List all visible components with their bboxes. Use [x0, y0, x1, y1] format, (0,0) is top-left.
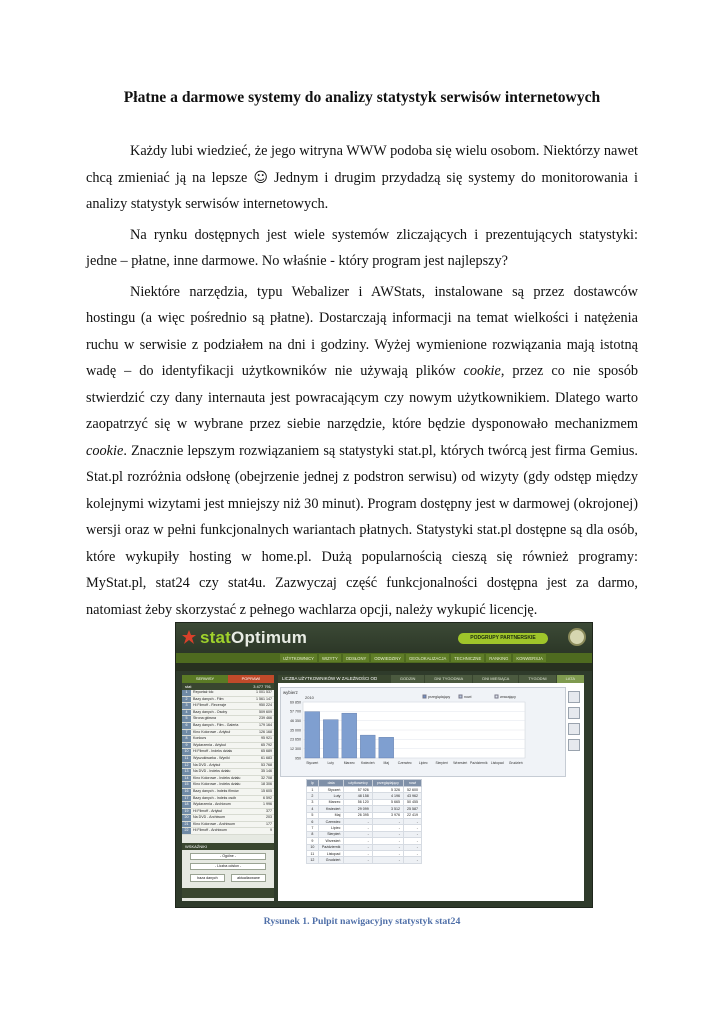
tab-period[interactable]: LATA: [557, 675, 584, 683]
list-item[interactable]: [182, 690, 274, 697]
table-cell: 22 419: [403, 812, 421, 818]
list-item-label: Wyszukiwarka - Wyniki: [193, 755, 230, 760]
list-item-label: Konkurs: [193, 736, 207, 741]
list-item-number: 5: [182, 716, 191, 722]
partner-groups-button[interactable]: PODGRUPY PARTNERSKIE: [458, 633, 548, 644]
list-item[interactable]: [182, 769, 274, 776]
left-panel-footer: [182, 888, 274, 898]
list-item-number: 12: [182, 763, 191, 769]
list-item[interactable]: [182, 828, 274, 835]
list-item-value: 95 921: [261, 736, 272, 741]
zoom-icon[interactable]: [568, 723, 580, 735]
list-item[interactable]: [182, 716, 274, 723]
list-item-value: 509 609: [259, 709, 272, 714]
statoptimum-logo: statOptimum: [200, 628, 308, 647]
list-item-number: 21: [182, 822, 191, 828]
list-item-number: 17: [182, 796, 191, 802]
table-header: przeglądający: [372, 780, 403, 787]
table-cell: Kwiecień: [318, 806, 344, 812]
table-cell: Lipiec: [318, 825, 344, 831]
chart-bar: [323, 720, 338, 758]
list-item-label: Kino Kolorowe - Indeks działu: [193, 775, 241, 780]
list-item-value: 377: [266, 808, 272, 813]
list-item-number: 19: [182, 809, 191, 815]
table-cell: 4: [307, 806, 319, 812]
list-item-number: 7: [182, 730, 191, 736]
figure-caption: Rysunek 1. Pulpit nawigacyjny statystyk stat24: [263, 916, 461, 927]
list-item-label: Hi Filmoff - Indeks działu: [193, 749, 233, 754]
table-row: [307, 857, 422, 863]
list-item[interactable]: [182, 796, 274, 803]
list-item-number: 15: [182, 782, 191, 788]
table-cell: 25 587: [403, 806, 421, 812]
table-cell: 5: [307, 812, 319, 818]
table-cell: 29 099: [344, 806, 372, 812]
chart-bar: [305, 712, 320, 758]
table-cell: 9: [307, 838, 319, 844]
chart-year-label: 2010: [305, 695, 314, 700]
table-cell: 6: [307, 818, 319, 824]
list-item-value: 61 683: [261, 755, 272, 760]
table-cell: Grudzień: [318, 857, 344, 863]
table-cell: -: [372, 850, 403, 856]
nav-item[interactable]: UŻYTKOWNICY: [280, 654, 317, 662]
main-panel-header: [278, 675, 584, 683]
left-panel-header: [182, 683, 274, 690]
x-tick-label: Luty: [327, 761, 334, 765]
table-cell: 5 665: [372, 799, 403, 805]
paragraph-3-text-c: . Znacznie lepszym rozwiązaniem są statystyki stat.pl, których twórcą jest firma Gemius. Stat.pl rozróżnia odsłonę (obejrzenie jednej z podstron serwisu) od wizyty (gdy odstęp między kolejnymi wizytami jest mniejszy niż 30 minut). Program dostępny jest w darmowej (okrojonej) wersji oraz w pełni funkcjonalnych wariantach płatnych. Statystyki stat.pl dostępne są dla osób, które wykupiły hosting w home.pl. Dużą popularnością cieszą się również programy: MyStat.pl, stat24 czy stat4u. Zazwyczaj część funkcjonalności dostępna jest za darmo, natomiast żeby skorzystać z pełnego wachlarza opcji, należy wykupić licencję.: [86, 442, 638, 618]
list-item-number: 18: [182, 802, 191, 808]
list-item-value: 65 792: [261, 742, 272, 747]
table-cell: -: [372, 857, 403, 863]
nav-item[interactable]: ODSŁONY: [343, 654, 369, 662]
x-tick-label: Listopad: [490, 761, 504, 765]
sub-navigation: [176, 663, 592, 671]
nav-item[interactable]: WIZYTY: [319, 654, 341, 662]
table-cell: -: [344, 850, 372, 856]
table-cell: Czerwiec: [318, 818, 344, 824]
legend-entry: nowi: [464, 695, 472, 699]
table-cell: Sierpień: [318, 831, 344, 837]
paragraph-1-text-a: Każdy lubi wiedzieć, że jego witryna WWW podoba się wielu osobom. Niektórzy nawet chcą zmieniać ją na lepsze: [86, 143, 638, 186]
main-panel: [278, 675, 584, 901]
table-cell: -: [344, 838, 372, 844]
database-button[interactable]: baza danych: [190, 874, 225, 882]
y-tick-label: 23 650: [290, 737, 301, 742]
data-table: [306, 779, 422, 864]
left-panel-header-label: stat: [185, 684, 192, 689]
list-item-number: 11: [182, 756, 191, 762]
table-cell: -: [344, 844, 372, 850]
list-item-value: 1 001 537: [256, 690, 272, 694]
paragraph-1: [86, 138, 638, 218]
list-item-label: Wydarzenia - Archiwum: [193, 802, 231, 807]
table-cell: -: [403, 844, 421, 850]
table-cell: -: [344, 825, 372, 831]
chart-bar: [360, 735, 375, 758]
paragraph-3-text-b: , przez co nie sposób stwierdzić czy dany internauta jest powracającym czy nowym użytkownikiem. Dlatego warto zaopatrzyć się w wybrane przez siebie narzędzie, które będzie dysponowało mechanizmem: [86, 363, 639, 433]
legend-entry: przeglądający: [428, 695, 451, 699]
y-tick-label: 35 000: [290, 728, 301, 733]
cookie-term: cookie: [86, 442, 124, 459]
list-item-label: Bazy danych - Film: [193, 696, 224, 701]
list-item-label: Hi Filmoff - Recenzje: [193, 703, 227, 708]
list-item-value: 53 768: [261, 762, 272, 767]
y-tick-label: 57 700: [290, 709, 301, 714]
list-item-number: 2: [182, 697, 191, 703]
table-cell: -: [372, 825, 403, 831]
list-item-value: 35 146: [261, 769, 272, 774]
left-panel: [182, 675, 274, 901]
table-cell: 3 512: [372, 806, 403, 812]
tab-period[interactable]: TYGODNI: [519, 675, 555, 683]
table-cell: -: [403, 831, 421, 837]
list-item-label: Wydarzenia - Artykuł: [193, 742, 226, 747]
list-item[interactable]: [182, 782, 274, 789]
y-tick-label: 69 850: [290, 700, 301, 705]
tab-serwisy[interactable]: SERWISY: [182, 675, 228, 683]
x-tick-label: Marzec: [343, 761, 355, 765]
table-cell: Listopad: [318, 850, 344, 856]
legend-swatch: [459, 695, 462, 698]
list-item[interactable]: [182, 749, 274, 756]
tab-poprawi[interactable]: POPRAWI: [228, 675, 274, 683]
legend-swatch: [423, 695, 426, 698]
nav-item[interactable]: RANKING: [486, 654, 511, 662]
list-item-number: 8: [182, 736, 191, 742]
table-cell: 1: [307, 787, 319, 793]
table-cell: -: [344, 831, 372, 837]
list-item-label: Bazy danych - Osoby: [193, 709, 228, 714]
table-header: lp: [307, 780, 319, 787]
y-tick-label: 12 300: [290, 746, 301, 751]
chart-area: [280, 687, 566, 777]
list-item-number: 9: [182, 743, 191, 749]
list-item[interactable]: [182, 730, 274, 737]
list-item-value: 239 466: [259, 716, 272, 721]
chart-toolbar-label: wybierz: [283, 690, 298, 695]
updated-button[interactable]: aktualizowane: [231, 874, 266, 882]
table-cell: Luty: [318, 793, 344, 799]
x-tick-label: Październik: [469, 761, 488, 765]
tab-period[interactable]: GODZIN: [391, 675, 425, 683]
main-panel-title: LICZBA UŻYTKOWNIKÓW W ZALEŻNOŚCI OD: [282, 676, 378, 681]
y-tick-label: 46 350: [290, 718, 301, 723]
list-item-number: 4: [182, 710, 191, 716]
legend-entry: wracający: [500, 695, 516, 699]
settings-icon[interactable]: [568, 739, 580, 751]
table-cell: 5 326: [372, 787, 403, 793]
list-item-number: 20: [182, 815, 191, 821]
x-tick-label: Styczeń: [306, 761, 319, 765]
cookie-term: cookie: [463, 363, 501, 380]
list-item-value: 179 164: [259, 722, 272, 727]
list-item[interactable]: [182, 736, 274, 743]
table-cell: 52 600: [403, 787, 421, 793]
list-item-value: 15 605: [261, 788, 272, 793]
list-item[interactable]: [182, 756, 274, 763]
list-item-label: Kino Kolorowe - Indeks działu: [193, 782, 241, 787]
table-cell: -: [403, 857, 421, 863]
table-cell: -: [372, 818, 403, 824]
paragraph-1-text-b: Jednym i drugim przydadzą się systemy do monitorowania i analizy statystyk serwisów internetowych.: [86, 169, 638, 213]
table-cell: 7: [307, 825, 319, 831]
document-body: [86, 88, 638, 623]
table-cell: 12: [307, 857, 319, 863]
table-cell: 11: [307, 850, 319, 856]
table-cell: -: [344, 857, 372, 863]
list-item[interactable]: [182, 763, 274, 770]
table-cell: 26 395: [344, 812, 372, 818]
table-cell: -: [403, 850, 421, 856]
x-tick-label: Wrzesień: [453, 761, 468, 765]
list-item[interactable]: [182, 703, 274, 710]
x-tick-label: Sierpień: [435, 761, 448, 765]
table-cell: 57 926: [344, 787, 372, 793]
nav-item[interactable]: TECHNICZNE: [451, 654, 484, 662]
x-tick-label: Lipiec: [418, 761, 428, 765]
table-cell: 4 196: [372, 793, 403, 799]
table-cell: -: [403, 838, 421, 844]
tab-period[interactable]: DNI TYGODNIA: [425, 675, 472, 683]
x-tick-label: Grudzień: [508, 761, 523, 765]
list-item[interactable]: [182, 789, 274, 796]
list-item-value: 18 306: [261, 782, 272, 787]
list-item-value: 65 689: [261, 749, 272, 754]
y-tick-label: 950: [295, 756, 301, 761]
table-cell: 2: [307, 793, 319, 799]
list-item-value: 1 561 147: [256, 696, 272, 701]
list-item-value: 9: [270, 828, 272, 833]
document-title: Płatne a darmowe systemy do analizy statystyk serwisów internetowych: [123, 89, 601, 106]
top-navigation: [176, 653, 592, 663]
list-item-number: 13: [182, 769, 191, 775]
list-item-number: 3: [182, 703, 191, 709]
x-tick-label: Maj: [383, 761, 389, 765]
list-item-value: 950 224: [259, 703, 272, 708]
nav-item[interactable]: KONWERSJA: [513, 654, 546, 662]
list-item-value: 203: [266, 815, 272, 820]
seal-icon: [568, 628, 586, 646]
table-cell: -: [403, 818, 421, 824]
legend-swatch: [495, 695, 498, 698]
list-item-label: Na DVD - Artykuł: [193, 762, 221, 767]
table-cell: 3: [307, 799, 319, 805]
list-item-number: 22: [182, 828, 191, 834]
chart-bar: [342, 713, 357, 758]
x-tick-label: Czerwiec: [397, 761, 412, 765]
table-header: użytkownicy: [344, 780, 372, 787]
list-item-label: Kino Kolorowe - Artykuł: [193, 729, 231, 734]
table-cell: Marzec: [318, 799, 344, 805]
table-cell: -: [403, 825, 421, 831]
list-item[interactable]: [182, 776, 274, 783]
list-item-value: 1 996: [263, 802, 272, 807]
list-item-number: 6: [182, 723, 191, 729]
list-item-label: Na DVD - Archiwum: [193, 815, 225, 820]
paragraph-3: [86, 279, 638, 624]
x-tick-label: Kwiecień: [360, 761, 375, 765]
list-item-label: Bazy danych - Indeks filmów: [193, 788, 239, 793]
table-cell: Styczeń: [318, 787, 344, 793]
list-item[interactable]: [182, 723, 274, 730]
list-item[interactable]: [182, 822, 274, 829]
list-item[interactable]: [182, 697, 274, 704]
list-item-number: 1: [182, 690, 191, 696]
table-cell: 56 120: [344, 799, 372, 805]
left-panel-header-value: 3 477 791: [253, 684, 271, 689]
table-cell: 3 976: [372, 812, 403, 818]
list-item-value: 6 592: [263, 795, 272, 800]
list-item-number: 16: [182, 789, 191, 795]
table-cell: Październik: [318, 844, 344, 850]
list-item-label: Strona główna: [193, 716, 216, 721]
list-item[interactable]: [182, 815, 274, 822]
list-item-label: Na DVD - Indeks działu: [193, 769, 231, 774]
list-item-value: 177: [266, 821, 272, 826]
table-cell: -: [344, 818, 372, 824]
list-item-value: 126 168: [259, 729, 272, 734]
star-logo-icon: [182, 630, 196, 644]
list-item-number: 10: [182, 749, 191, 755]
smiley-icon: ☺: [253, 169, 268, 186]
paragraph-3-text-a: Niektóre narzędzia, typu Webalizer i AWStats, instalowane są przez dostawców hostingu (a więc pośrednio są płatne). Dostarczają informacji na temat wielkości i natężenia ruchu w serwisie z podziałem na dni i godziny. Wyżej wymienione rozwiązania mają istotną wadę – do identyfikacji użytkowników nie używają plików: [86, 283, 638, 380]
table-cell: -: [372, 831, 403, 837]
table-cell: Maj: [318, 812, 344, 818]
list-item-number: 14: [182, 776, 191, 782]
list-item[interactable]: [182, 743, 274, 750]
print-icon[interactable]: [568, 707, 580, 719]
table-cell: -: [372, 844, 403, 850]
list-item[interactable]: [182, 802, 274, 809]
chart-bar: [379, 737, 394, 758]
list-item-label: Reportaż tdc: [193, 690, 214, 694]
table-header: nowi: [403, 780, 421, 787]
table-header: data: [318, 780, 344, 787]
dashboard-screenshot-figure: [175, 622, 593, 908]
dashboard-header: [176, 623, 592, 653]
list-item[interactable]: [182, 710, 274, 717]
table-cell: 10: [307, 844, 319, 850]
list-item[interactable]: [182, 809, 274, 816]
table-cell: 8: [307, 831, 319, 837]
table-cell: -: [372, 838, 403, 844]
table-cell: 48 158: [344, 793, 372, 799]
table-cell: 50 455: [403, 799, 421, 805]
list-item-label: Kino Kolorowe - Archiwum: [193, 821, 235, 826]
general-select[interactable]: - Ogólne -: [190, 853, 266, 860]
side-icon-column: [568, 691, 580, 755]
list-item-label: Hi Filmoff - Archiwum: [193, 828, 227, 833]
nav-item[interactable]: ODWIEDZINY: [371, 654, 404, 662]
bar-chart: [281, 688, 565, 776]
nav-item[interactable]: GEOLOKALIZACJA: [406, 654, 449, 662]
export-icon[interactable]: [568, 691, 580, 703]
pageviews-select[interactable]: - Liczba odsłon -: [190, 863, 266, 870]
list-item-label: Bazy danych - Film - Galeria: [193, 722, 239, 727]
list-item-value: 32 708: [261, 775, 272, 780]
indicators-section: WSKAŹNIKI: [182, 843, 274, 850]
tab-period[interactable]: DNI MIESIĄCA: [473, 675, 518, 683]
table-cell: Wrzesień: [318, 838, 344, 844]
list-item-label: Hi Filmoff - Artykuł: [193, 808, 223, 813]
table-cell: 43 962: [403, 793, 421, 799]
list-item-label: Bazy danych - Indeks osób: [193, 795, 237, 800]
paragraph-2: Na rynku dostępnych jest wiele systemów zliczających i prezentujących statystyki: jedne – płatne, inne darmowe. No właśnie - który program jest najlepszy?: [86, 226, 638, 270]
